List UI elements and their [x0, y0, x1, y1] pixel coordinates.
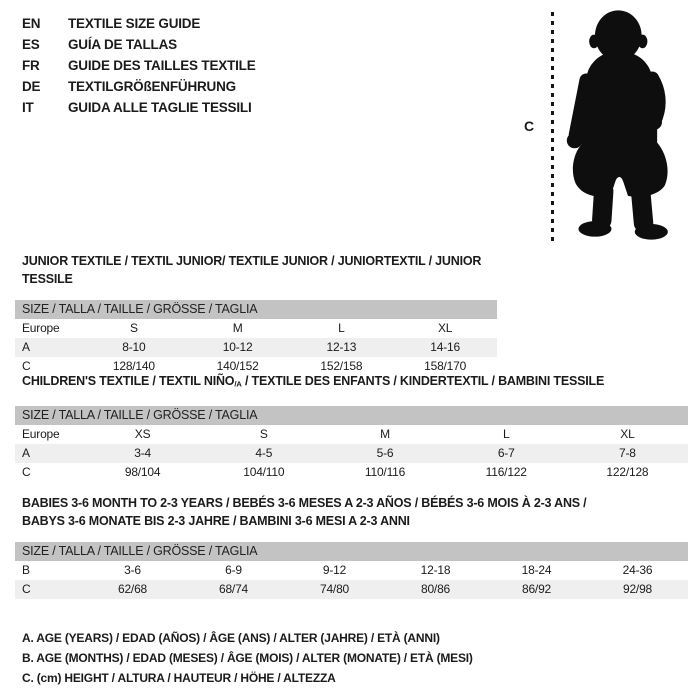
language-row: [22, 55, 256, 76]
toddler-figure: [520, 8, 700, 250]
row-label: B: [22, 563, 30, 577]
size-cell: S: [129, 321, 138, 335]
size-cell: 3-4: [134, 445, 151, 460]
table-row: [15, 580, 688, 599]
size-cell: 140/152: [216, 359, 259, 373]
size-cell: 14-16: [430, 340, 460, 354]
footnote: B. AGE (MONTHS) / EDAD (MESES) / ÂGE (MOIS) / ALTER (MONATE) / ETÀ (MESI): [22, 651, 473, 665]
size-cell: 3-6: [124, 563, 141, 577]
size-cell: 8-10: [122, 340, 146, 354]
row-label: A: [22, 340, 30, 354]
table-row: [15, 463, 688, 482]
size-table-section: [15, 494, 688, 599]
size-header-band: SIZE / TALLA / TAILLE / GRÖSSE / TAGLIA: [15, 406, 688, 425]
size-cell: 6-9: [225, 563, 242, 577]
size-cell: 80/86: [420, 582, 451, 596]
table-row: [15, 338, 497, 357]
row-label: C: [22, 359, 31, 373]
language-title: GUÍA DE TALLAS: [68, 37, 177, 52]
size-cell: 122/128: [606, 464, 649, 479]
toddler-silhouette-icon: [560, 8, 696, 240]
language-title: GUIDA ALLE TAGLIE TESSILI: [68, 100, 252, 115]
language-title: TEXTILGRÖßENFÜHRUNG: [68, 79, 236, 94]
language-title: TEXTILE SIZE GUIDE: [68, 16, 201, 31]
language-title-list: [22, 13, 256, 118]
size-cell: 7-8: [619, 445, 636, 460]
row-label: C: [22, 582, 31, 596]
language-code: EN: [22, 16, 41, 31]
size-header-band: SIZE / TALLA / TAILLE / GRÖSSE / TAGLIA: [15, 542, 688, 561]
language-row: [22, 76, 256, 97]
title-subscript: /A: [234, 379, 242, 389]
height-measure-dotted-line: [551, 12, 554, 242]
title-text: BABIES 3-6 MONTH TO 2-3 YEARS / BEBÉS 3-6 MESES A 2-3 AÑOS / BÉBÉS 3-6 MOIS À 2-3 ANS /: [22, 496, 587, 510]
table-title-line: [22, 372, 688, 394]
size-cell: XL: [437, 321, 453, 335]
size-cell: 9-12: [322, 563, 347, 577]
footnote: C. (cm) HEIGHT / ALTURA / HAUTEUR / HÖHE / ALTEZZA: [22, 671, 336, 685]
size-cell: XL: [620, 426, 635, 441]
row-label: Europe: [22, 426, 60, 441]
table-title-line: [22, 512, 688, 530]
size-cell: 12-13: [326, 340, 357, 354]
row-label: A: [22, 445, 30, 460]
size-table-section: [15, 252, 497, 376]
size-cell: 68/74: [218, 582, 249, 596]
size-cell: 74/80: [319, 582, 350, 596]
size-cell: 92/98: [622, 582, 653, 596]
language-row: [22, 34, 256, 55]
size-cell: 104/110: [243, 464, 285, 479]
language-title: GUIDE DES TAILLES TEXTILE: [68, 58, 256, 73]
table-row: [15, 319, 497, 338]
size-cell: 5-6: [376, 445, 394, 460]
table-title: [22, 494, 688, 530]
size-cell: M: [232, 321, 243, 335]
size-cell: 62/68: [117, 582, 148, 596]
size-cell: 152/158: [320, 359, 363, 373]
title-text: BABYS 3-6 MONATE BIS 2-3 JAHRE / BAMBINI 3-6 MESI A 2-3 ANNI: [22, 514, 410, 528]
table-title-line: [22, 494, 688, 512]
size-cell: 86/92: [521, 582, 552, 596]
size-cell: 24-36: [622, 563, 653, 577]
size-cell: 12-18: [420, 563, 451, 577]
table-title: [22, 372, 688, 394]
size-cell: 4-5: [255, 445, 273, 460]
language-row: [22, 97, 256, 118]
table-title: [22, 252, 497, 288]
size-cell: 98/104: [124, 464, 161, 479]
language-code: IT: [22, 100, 34, 115]
table-title-line: [22, 252, 497, 288]
size-cell: L: [338, 321, 345, 335]
language-code: FR: [22, 58, 40, 73]
table-row: [15, 561, 688, 580]
size-cell: S: [259, 426, 268, 441]
size-cell: 128/140: [112, 359, 155, 373]
footnote: A. AGE (YEARS) / EDAD (AÑOS) / ÂGE (ANS) / ALTER (JAHRE) / ETÀ (ANNI): [22, 631, 440, 645]
size-cell: 10-12: [222, 340, 253, 354]
size-cell: 116/122: [485, 464, 527, 479]
title-text: JUNIOR TEXTILE / TEXTIL JUNIOR/ TEXTILE JUNIOR / JUNIORTEXTIL / JUNIOR TESSILE: [22, 254, 482, 286]
language-row: [22, 13, 256, 34]
language-code: DE: [22, 79, 41, 94]
size-cell: XS: [134, 426, 151, 441]
size-cell: 6-7: [497, 445, 515, 460]
row-label: Europe: [22, 321, 60, 335]
table-row: [15, 444, 688, 463]
size-cell: 110/116: [364, 464, 406, 479]
size-cell: M: [380, 426, 390, 441]
table-row: [15, 425, 688, 444]
title-text: / TEXTILE DES ENFANTS / KINDERTEXTIL / BAMBINI TESSILE: [241, 374, 605, 388]
size-table-section: [15, 372, 688, 482]
height-measure-label: C: [524, 118, 534, 134]
footnotes: [22, 628, 473, 688]
size-cell: L: [502, 426, 510, 441]
size-cell: 158/170: [424, 359, 467, 373]
size-cell: 18-24: [521, 563, 552, 577]
title-text: CHILDREN'S TEXTILE / TEXTIL NIÑO: [22, 374, 235, 388]
language-code: ES: [22, 37, 40, 52]
size-header-band: SIZE / TALLA / TAILLE / GRÖSSE / TAGLIA: [15, 300, 497, 319]
row-label: C: [22, 464, 31, 479]
